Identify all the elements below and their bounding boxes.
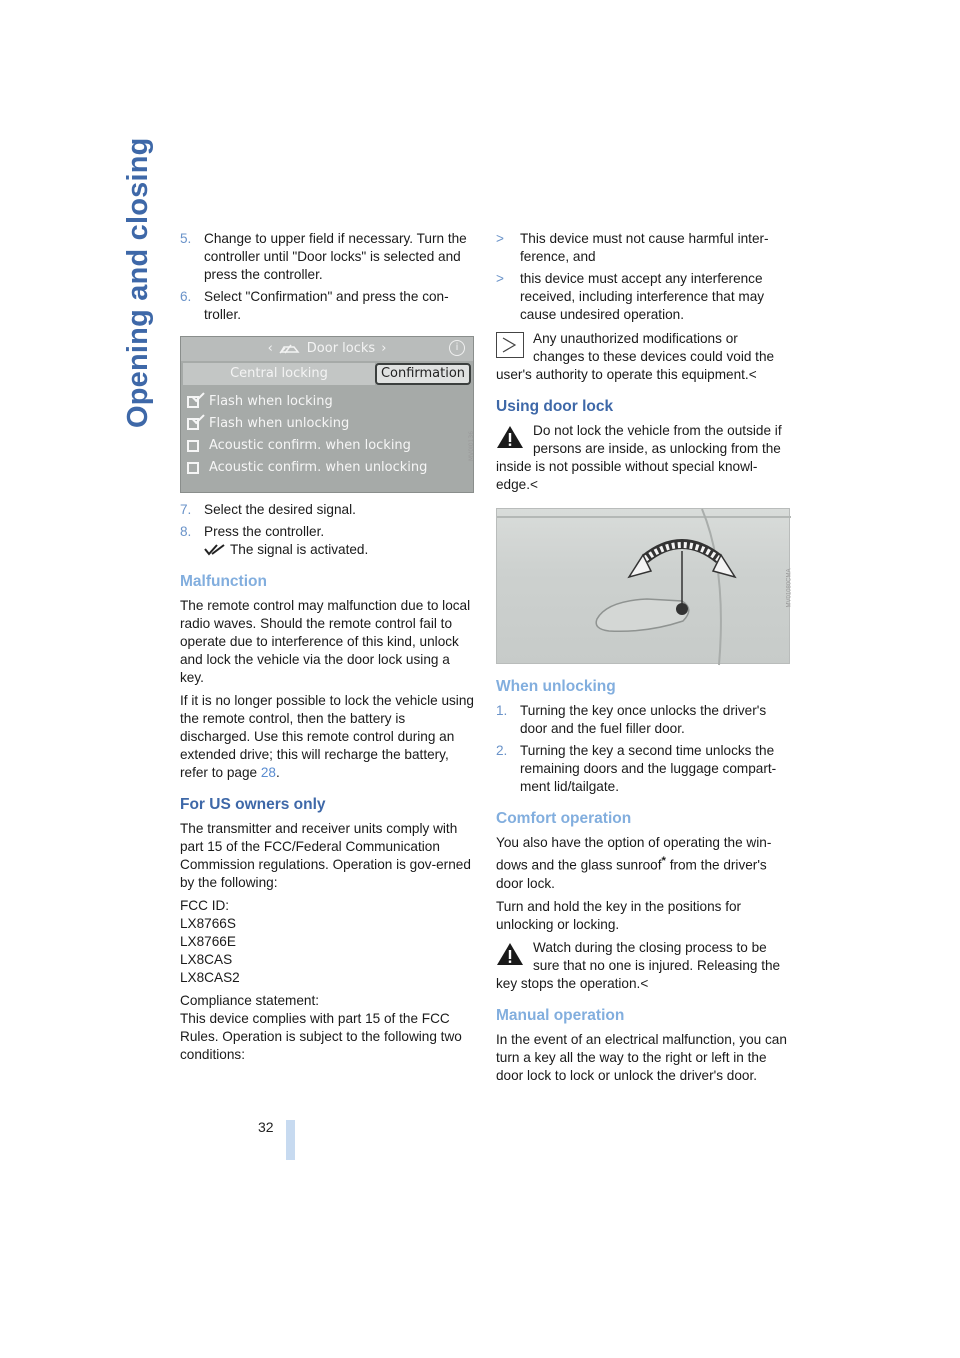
- screen-options: [187, 391, 427, 479]
- warning-triangle-icon: [496, 941, 524, 967]
- note-unauthorized: [496, 330, 790, 384]
- right-column: [496, 230, 793, 1090]
- compliance-label: Compliance statement:: [180, 993, 320, 1008]
- step-number: 7.: [180, 502, 192, 517]
- warning-text-first: Do not lock the vehicle from the outside if persons are inside, as unlocking from the: [533, 423, 782, 456]
- warning-lock-inside: [496, 422, 790, 494]
- step-subtext: The signal is activated.: [230, 542, 369, 557]
- tab-confirmation: Confirmation: [375, 363, 471, 385]
- unlock-step-2: [496, 742, 790, 796]
- condition-bullet-2: [496, 270, 790, 324]
- step-number: 8.: [180, 524, 192, 539]
- fcc-id: LX8766E: [180, 934, 236, 949]
- info-icon: i: [449, 340, 465, 356]
- tab-central-locking: Central locking: [183, 363, 375, 385]
- section-title-text: Opening and closing: [122, 137, 154, 428]
- image-code: MV01080CMA: [786, 568, 793, 608]
- warning-text-rest: [496, 975, 790, 993]
- para-text: You also have the option of operating the win-dows and the glass sunroof: [496, 835, 772, 873]
- option-label: Flash when locking: [209, 394, 333, 409]
- checkbox-checked-icon: [187, 418, 199, 430]
- chevron-right-icon: ›: [381, 341, 387, 356]
- option-flash-locking: [187, 391, 427, 413]
- para-end: .: [276, 765, 280, 780]
- option-acoustic-unlocking: [187, 457, 427, 479]
- step-text: Turning the key once unlocks the driver's door and the fuel filler door.: [520, 703, 767, 736]
- heading-using-door-lock: Using door lock: [496, 398, 614, 415]
- car-lock-icon: [279, 343, 301, 355]
- fcc-id: LX8CAS: [180, 952, 233, 967]
- warning-text: key stops the operation.: [496, 975, 641, 991]
- screen-header: [181, 337, 473, 361]
- chevron-left-icon: ‹: [267, 341, 273, 356]
- step-number: 6.: [180, 289, 192, 304]
- end-mark: <: [748, 367, 757, 382]
- bullet-marker: >: [496, 271, 504, 286]
- checkbox-checked-icon: [187, 396, 199, 408]
- checkbox-unchecked-icon: [187, 440, 199, 452]
- warning-text: inside is not possible without special knowl-edge.: [496, 459, 758, 492]
- page-number: 32: [258, 1119, 274, 1135]
- note-text-rest: [496, 366, 790, 384]
- section-side-title: [120, 137, 164, 428]
- page-link[interactable]: 28: [260, 765, 276, 780]
- step-number: 1.: [496, 703, 508, 718]
- step-6: [180, 288, 474, 324]
- left-column: [180, 230, 474, 1069]
- page-number-bar: [286, 1120, 295, 1160]
- step-text: Turning the key a second time unlocks the remaining doors and the luggage compart-ment lid/tailgate.: [520, 743, 777, 794]
- bullet-marker: >: [496, 231, 504, 246]
- option-flash-unlocking: [187, 413, 427, 435]
- step-8: [180, 523, 474, 559]
- step-7: [180, 501, 474, 519]
- fcc-id: LX8CAS2: [180, 970, 240, 985]
- option-label: Acoustic confirm. when unlocking: [209, 460, 428, 475]
- note-text-first: Any unauthorized modifications or changes to these devices could void the: [533, 331, 775, 364]
- heading-us-owners: For US owners only: [180, 796, 326, 813]
- step-number: 2.: [496, 743, 508, 758]
- option-acoustic-locking: [187, 435, 427, 457]
- heading-when-unlocking: When unlocking: [496, 678, 616, 695]
- image-code: MV0I0136: [467, 430, 475, 462]
- end-mark: <: [640, 975, 649, 991]
- door-lock-image: [496, 508, 793, 664]
- step-number: 5.: [180, 231, 192, 246]
- bullet-text: This device must not cause harmful inter-ference, and: [520, 231, 769, 264]
- condition-bullet-1: [496, 230, 790, 266]
- end-mark: <: [530, 477, 538, 492]
- fcc-id-block: [180, 897, 474, 987]
- para-text: from the driver's door lock.: [496, 857, 767, 891]
- comfort-paragraph-2: Turn and hold the key in the positions for unlocking or locking.: [496, 898, 742, 932]
- heading-malfunction: Malfunction: [180, 573, 267, 590]
- checkmark-icon: [204, 544, 226, 556]
- warning-closing: [496, 939, 790, 993]
- bullet-text: this device must accept any interference received, including interference that may cause undesired operation.: [520, 271, 765, 322]
- door-handle-illustration: [497, 509, 791, 665]
- step-text: Press the controller.: [204, 524, 325, 539]
- comfort-paragraph-1: [496, 834, 790, 893]
- step-text: Select the desired signal.: [204, 502, 356, 517]
- fcc-label: FCC ID:: [180, 898, 230, 913]
- warning-triangle-icon: [496, 424, 524, 450]
- us-paragraph: The transmitter and receiver units comply with part 15 of the FCC/Federal Communication Commission regulations. Operation is gov-erned by the following:: [180, 821, 471, 890]
- heading-comfort-operation: Comfort operation: [496, 810, 632, 827]
- checkbox-unchecked-icon: [187, 462, 199, 474]
- compliance-block: [180, 992, 474, 1064]
- step-text: Change to upper field if necessary. Turn the controller until "Door locks" is selected and press the controller.: [204, 231, 467, 282]
- note-arrow-icon: [496, 332, 524, 358]
- option-label: Flash when unlocking: [209, 416, 350, 431]
- note-text: user's authority to operate this equipment.: [496, 367, 749, 382]
- heading-manual-operation: Manual operation: [496, 1006, 625, 1024]
- step-text: Select "Confirmation" and press the con-troller.: [204, 289, 449, 322]
- option-star: *: [661, 855, 666, 867]
- screen-tabs: [183, 363, 471, 385]
- step-5: [180, 230, 474, 284]
- warning-text-rest: [496, 458, 790, 494]
- unlock-step-1: [496, 702, 790, 738]
- step-text-block: [204, 523, 474, 559]
- screen-header-label: Door locks: [306, 341, 376, 356]
- malfunction-paragraph-2: [180, 692, 474, 782]
- compliance-text: This device complies with part 15 of the FCC Rules. Operation is subject to the following two conditions:: [180, 1011, 462, 1062]
- manual-paragraph: In the event of an electrical malfunction, you can turn a key all the way to the right or left in the door lock to lock or unlock the driver's door.: [496, 1031, 787, 1083]
- para-text: If it is no longer possible to lock the vehicle using the remote control, then the battery is discharged. Use this remote control during an extended drive; this will recharge the battery, refer to page: [180, 693, 474, 780]
- door-locks-screen-image: [180, 336, 474, 493]
- malfunction-paragraph-1: The remote control may malfunction due to local radio waves. Should the remote control fail to operate due to interference of this kind, unlock and lock the vehicle via the door lock using a key.: [180, 598, 471, 685]
- option-label: Acoustic confirm. when locking: [209, 438, 411, 453]
- fcc-id: LX8766S: [180, 916, 236, 931]
- warning-text-first: Watch during the closing process to be sure that no one is injured. Releasing the: [533, 939, 781, 973]
